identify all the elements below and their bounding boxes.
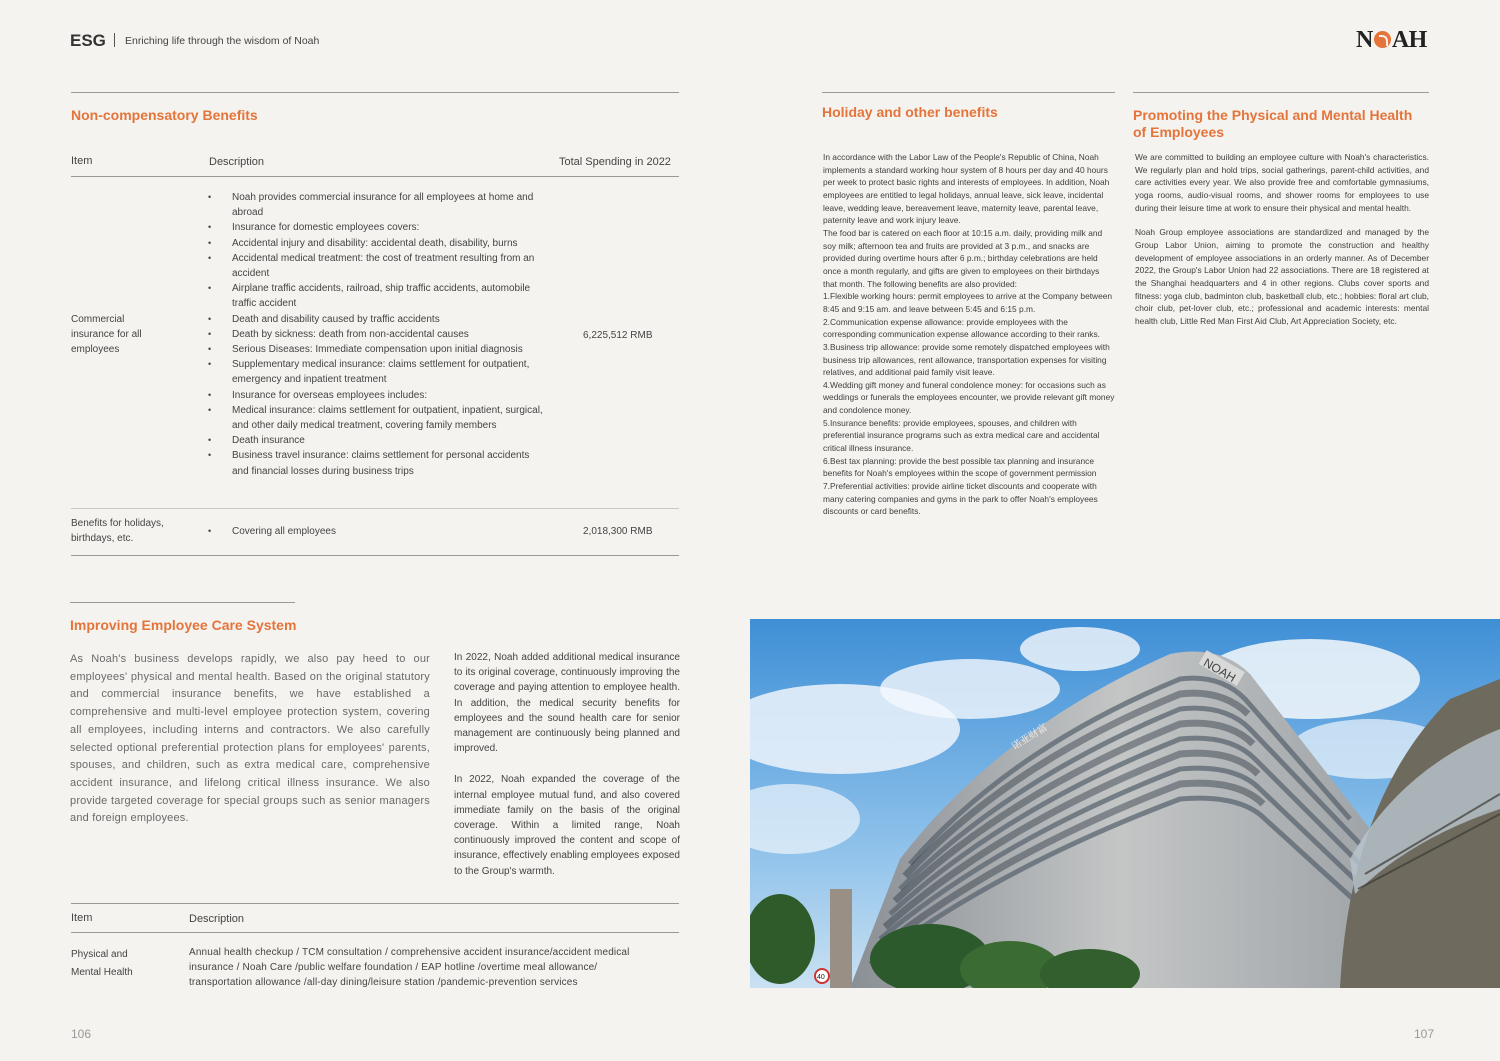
- logo-text-n: N: [1356, 27, 1373, 53]
- list-item: • Business travel insurance: claims settlement for personal accidents and financial losses during business trips: [208, 448, 548, 478]
- list-item: • Serious Diseases: Immediate compensation upon initial diagnosis: [208, 342, 548, 357]
- table-bottom-rule: [71, 555, 679, 556]
- care-paragraph: In 2022, Noah added additional medical insurance to its original coverage, continuously improving the coverage and paying attention to employee health. In addition, the medical security benefits for employees and the sound health care for senior management are continuously being planned and improved.: [454, 652, 680, 755]
- noah-logo: [1356, 27, 1427, 54]
- desc-line: transportation allowance /all-day dining/leisure station /pandemic-prevention services: [189, 977, 578, 989]
- section-rule: [822, 92, 1115, 93]
- item-line: birthdays, etc.: [71, 533, 134, 545]
- list-item: • Insurance for domestic employees covers:: [208, 220, 548, 235]
- list-item: • Medical insurance: claims settlement for outpatient, inpatient, surgical, and other daily medical treatment, covering family members: [208, 403, 548, 433]
- desc-line: insurance / Noah Care /public welfare foundation / EAP hotline /overtime meal allowance/: [189, 962, 598, 974]
- list-item: • Supplementary medical insurance: claims settlement for outpatient, emergency and inpatient treatment: [208, 357, 548, 387]
- logo-text-ah: AH: [1391, 27, 1427, 53]
- spending-value: 2,018,300 RMB: [583, 526, 653, 537]
- holiday-paragraph: 6.Best tax planning: provide the best possible tax planning and insurance benefits for Noah's employees within the scope of government permission: [823, 455, 1097, 479]
- holiday-title: Holiday and other benefits: [822, 104, 998, 120]
- logo-o-icon: [1374, 31, 1391, 48]
- noncomp-header-description: Description: [209, 156, 265, 168]
- health-text: [1135, 151, 1429, 328]
- noncomp-header-item: Item: [71, 155, 93, 167]
- health-title-line: Promoting the Physical and Mental Health: [1133, 107, 1413, 123]
- table-header-rule: [71, 176, 679, 177]
- noncomp-header-spending: Total Spending in 2022: [559, 156, 671, 168]
- list-item: • Death insurance: [208, 433, 548, 448]
- holiday-paragraph: 2.Communication expense allowance: provide employees with the corresponding communication expense allowance according to their ranks.: [823, 316, 1100, 340]
- item-line: Commercial: [71, 314, 125, 325]
- holiday-bullet-list: [208, 524, 548, 539]
- building-sign-chinese: 诺亚财富: [1009, 722, 1050, 753]
- list-item: • Accidental medical treatment: the cost of treatment resulting from an accident: [208, 251, 548, 281]
- table-row-item: [71, 312, 181, 358]
- list-item: • Death and disability caused by traffic accidents: [208, 312, 548, 327]
- section-rule: [70, 602, 295, 603]
- holiday-paragraph: 5.Insurance benefits: provide employees, spouses, and children with preferential insurance programs such as extra medical care and accidental critical illness insurance.: [823, 417, 1100, 454]
- holiday-paragraph: 4.Wedding gift money and funeral condolence money: for occasions such as weddings or funerals the employees encounter, we provide relevant gift money and condolence money.: [823, 379, 1115, 416]
- care-left-text: As Noah's business develops rapidly, we also pay heed to our employees' physical and mental health. Based on the original statutory and commercial insurance benefits, we have established a comprehensive and multi-level employee protection system, covering all employees, including interns and contractors. We also carefully selected optional preferential protection plans for employees' parents, spouses, and children, such as extra medical care, comprehensive accident insurance, and lifelong critical illness insurance. We also provide targeted coverage for special groups such as senior managers and foreign employees.: [70, 653, 430, 825]
- table-row-item: [71, 516, 201, 546]
- item-line: Mental Health: [71, 966, 133, 978]
- care-header-description: Description: [189, 913, 245, 925]
- noncomp-title: Non-compensatory Benefits: [71, 107, 258, 123]
- care-row-description: [189, 945, 684, 991]
- list-item: • Airplane traffic accidents, railroad, ship traffic accidents, automobile traffic accident: [208, 281, 548, 311]
- speed-limit-sign: 40: [817, 974, 825, 981]
- spending-value: 6,225,512 RMB: [583, 330, 653, 341]
- page-number-right: 107: [1414, 1027, 1435, 1041]
- header-tagline: Enriching life through the wisdom of Noah: [125, 35, 320, 47]
- care-right-text: [454, 650, 680, 879]
- list-item: • Death by sickness: death from non-accidental causes: [208, 327, 548, 342]
- list-item: • Noah provides commercial insurance for all employees at home and abroad: [208, 190, 548, 220]
- holiday-paragraph: 1.Flexible working hours: permit employees to arrive at the Company between 8:45 and 9:15 am. and leave between 5:45 and 6:15 p.m.: [823, 291, 1113, 314]
- health-title-line: of Employees: [1133, 123, 1225, 140]
- list-item: • Covering all employees: [208, 524, 548, 539]
- header-divider: [114, 33, 115, 47]
- table-header-rule: [71, 932, 679, 933]
- health-paragraph: We are committed to building an employee culture with Noah's characteristics. We regularly plan and hold trips, social gatherings, parent-child activities, and care activities every year. We also provide free and comfortable gymnasiums, yoga rooms, audio-visual rooms, and shower rooms for employees to use during their leisure time at work to ensure their physical and mental health.: [1135, 152, 1429, 213]
- esg-label: ESG: [70, 31, 106, 50]
- care-title: Improving Employee Care System: [70, 617, 297, 633]
- holiday-paragraph: The food bar is catered on each floor at 10:15 a.m. daily, providing milk and soy milk; afternoon tea and fruits are provided at 3 p.m., and snacks are provided during overtime hours after 6 p.m.; birthday celebrations are held once a month regularly, and gifts are given to employees on their birthdays that month. The following benefits are also provided:: [823, 227, 1103, 289]
- page-number-left: 106: [71, 1027, 92, 1041]
- insurance-bullet-list: [208, 190, 548, 479]
- item-line: insurance for all: [71, 329, 142, 341]
- care-row-item: [71, 946, 133, 981]
- item-line: employees: [71, 344, 120, 356]
- care-header-item: Item: [71, 912, 93, 924]
- holiday-paragraph: 3.Business trip allowance: provide some remotely dispatched employees with business trip allowances, rent allowance, transportation expenses for visiting relatives, and additional paid family visit leave.: [823, 341, 1110, 378]
- section-rule: [1133, 92, 1429, 93]
- care-paragraph: In 2022, Noah expanded the coverage of the internal employee mutual fund, and also covered immediate family on the basis of the original coverage. Within a limited range, Noah continuously improved the content and scope of insurance, effectively enabling employees exposed to the Group's warmth.: [454, 774, 680, 877]
- table-top-rule: [71, 903, 679, 904]
- building-sign-text: NOAH: [1201, 655, 1239, 685]
- holiday-text: [823, 151, 1115, 518]
- item-line: Physical and: [71, 949, 128, 960]
- holiday-paragraph: 7.Preferential activities: provide airline ticket discounts and cooperate with many catering companies and gyms in the park to offer Noah's employees discounts or card benefits.: [823, 481, 1098, 517]
- holiday-paragraph: In accordance with the Labor Law of the People's Republic of China, Noah implements a standard working hour system of 8 hours per day and 40 hours per week to protect basic rights and interests of employees. In addition, Noah employees are entitled to legal holidays, annual leave, sick leave, incidental leave, wedding leave, bereavement leave, maternity leave, parental leave, paternity leave and work injury leave.: [823, 152, 1110, 226]
- table-row-rule: [71, 508, 679, 509]
- desc-line: Annual health checkup / TCM consultation / comprehensive accident insurance/accident medical: [189, 947, 630, 958]
- list-item: • Insurance for overseas employees includes:: [208, 388, 548, 403]
- health-title: [1133, 107, 1412, 140]
- headquarters-photo: [750, 619, 1500, 988]
- item-line: Benefits for holidays,: [71, 518, 164, 529]
- section-rule: [71, 92, 679, 93]
- health-paragraph: Noah Group employee associations are standardized and managed by the Group Labor Union, aiming to promote the construction and healthy development of employee associations in an orderly manner. As of December 2022, the Group's Labor Union had 22 associations. There are 18 registered at the Shanghai headquarters and 4 in other regions. Clubs cover sports and fitness: yoga club, badminton club, basketball club, etc.; hobbies: floral art club, choir club, pet-lover club, etc.; professional and academic interests: mental health club, Little Red Man First Aid Club, Art Appreciation Society, etc.: [1135, 227, 1429, 326]
- list-item: • Accidental injury and disability: accidental death, disability, burns: [208, 236, 548, 251]
